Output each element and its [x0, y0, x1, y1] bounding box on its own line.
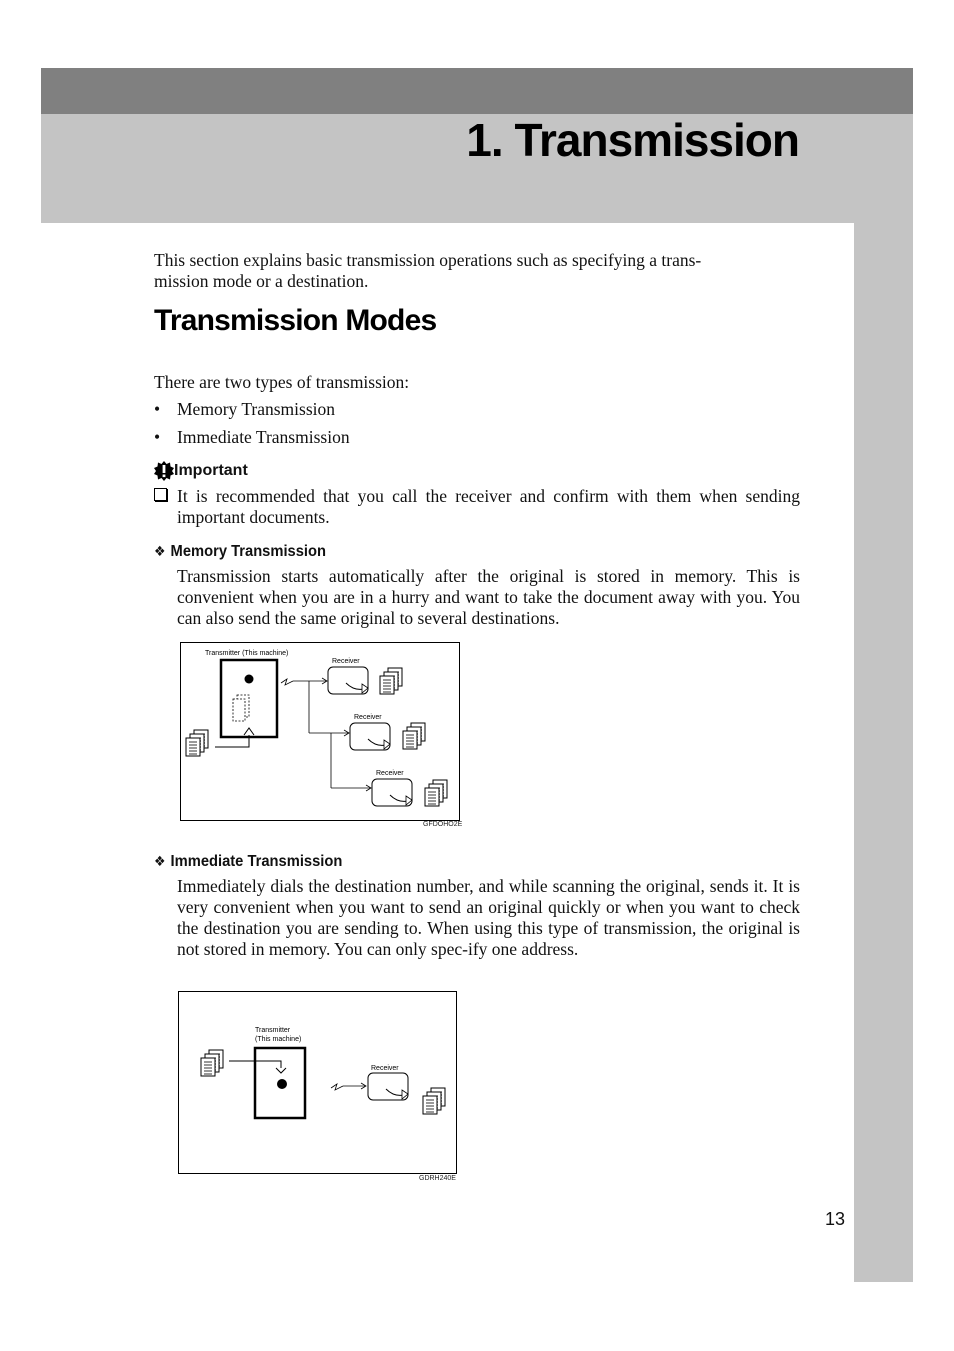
chapter-title: 1. Transmission — [466, 114, 799, 166]
receiver-icon — [350, 723, 390, 750]
figure-code: GDRH240E — [419, 1175, 456, 1182]
list-item-label: Memory Transmission — [177, 399, 336, 419]
list-item — [154, 427, 350, 448]
diamond-bullet-icon: ❖ — [154, 854, 166, 870]
important-label: Important — [174, 462, 248, 479]
bullet-icon: • — [154, 399, 161, 419]
signal-icon — [331, 1084, 343, 1090]
received-docs-icon — [425, 780, 447, 806]
intro-line-2: mission mode or a destination. — [154, 271, 369, 291]
memory-heading-label: Memory Transmission — [170, 543, 326, 560]
section-title: Transmission Modes — [154, 304, 437, 337]
original-docs-icon — [186, 730, 208, 756]
receiver-label: Receiver — [371, 1065, 399, 1072]
memory-transmission-figure — [180, 642, 460, 821]
received-docs-icon — [380, 668, 402, 694]
intro-paragraph — [154, 250, 800, 292]
immediate-heading — [154, 853, 342, 871]
types-intro: There are two types of transmission: — [154, 372, 410, 392]
receiver-icon — [372, 779, 412, 806]
page-number: 13 — [825, 1209, 846, 1229]
side-tab-strip — [854, 223, 913, 1282]
memory-body: Transmission starts automatically after the original is stored in memory. This is convenient when you are in a hurry and want to take the document away with you. You can also send the same original to several destinations. — [177, 566, 800, 628]
memory-transmission-diagram — [181, 643, 459, 820]
immediate-body: Immediately dials the destination number, and while scanning the original, sends it. It is very convenient when you want to send an original quickly or when you want to check the destination you are sending to. When using this type of transmission, the original is not stored in memory. You can only spec-ify one address. — [177, 876, 800, 959]
original-docs-icon — [201, 1050, 223, 1076]
immediate-heading-label: Immediate Transmission — [170, 853, 343, 870]
diamond-bullet-icon: ❖ — [154, 544, 166, 560]
immediate-transmission-figure — [178, 991, 457, 1174]
receiver-label: Receiver — [354, 714, 382, 721]
list-item-label: Immediate Transmission — [177, 427, 350, 447]
transmitter-label: Transmitter (This machine) — [205, 650, 289, 657]
memory-heading — [154, 543, 326, 561]
machine-indicator — [245, 675, 254, 684]
signal-icon — [281, 679, 293, 685]
received-docs-icon — [423, 1088, 445, 1114]
bullet-icon: • — [154, 427, 161, 447]
figure-code: GFDOHO2E — [423, 821, 463, 828]
transmitter-label: (This machine) — [255, 1036, 302, 1043]
checkbox-icon — [154, 488, 167, 501]
machine-indicator — [277, 1079, 287, 1089]
received-docs-icon — [403, 723, 425, 749]
transmitter-label: Transmitter — [255, 1027, 291, 1034]
immediate-transmission-diagram — [179, 992, 456, 1173]
header-band-top — [41, 68, 913, 114]
list-item — [154, 399, 335, 420]
receiver-icon — [328, 667, 368, 694]
memory-doc-icon — [233, 699, 245, 721]
important-note: It is recommended that you call the receiver and confirm with them when sending important documents. — [177, 486, 800, 527]
receiver-label: Receiver — [332, 658, 360, 665]
intro-line-1: This section explains basic transmission operations such as specifying a trans- — [154, 250, 702, 270]
important-icon — [154, 461, 174, 481]
receiver-label: Receiver — [376, 770, 404, 777]
important-heading — [154, 461, 248, 481]
